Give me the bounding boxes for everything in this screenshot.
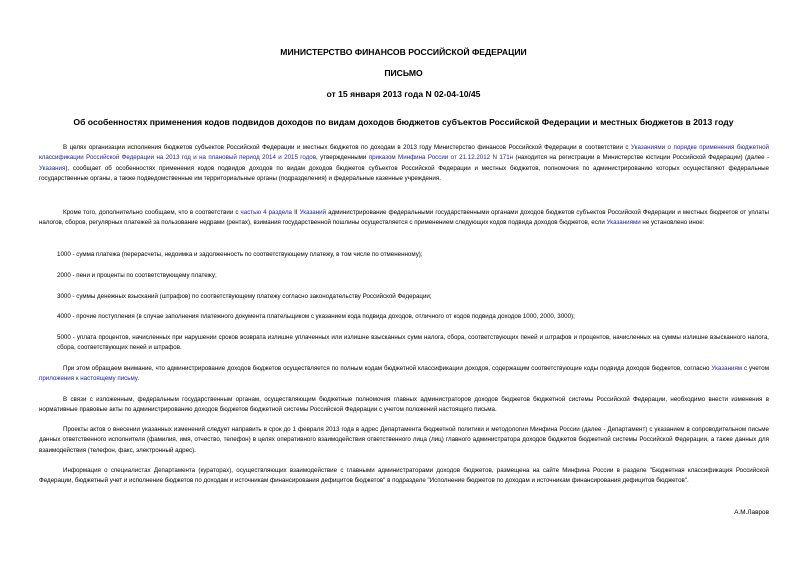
link-ukazaniya-poryadok[interactable]: Указаниями о порядке применения бюджетной классификации Российской Федерации на 2013 год и на плановый период 2014 и 2015 годов — [39, 144, 769, 162]
link-appendix[interactable]: приложения к настоящему письму — [39, 375, 138, 383]
text: , утвержденными — [316, 154, 369, 162]
link-prikaz-minfin[interactable]: приказом Минфина России от 21.12.2012 N 171н — [368, 154, 514, 162]
code-1000: 1000 - сумма платежа (перерасчеты, недоимка и задолженность по соответствующему платежу, в том числе по отмененному); — [57, 251, 423, 258]
paragraph-2 — [39, 208, 769, 229]
text: с учетом — [742, 365, 769, 372]
text: При этом обращаем внимание, что администрирование доходов бюджетов осуществляется по полным кодам бюджетной классификации доходов, содержащим соответствующие коды подвида доходов бюджетов, согласно — [63, 365, 712, 372]
date-and-number: от 15 января 2013 года N 02-04-10/45 — [326, 89, 481, 99]
text: администрирование федеральными государственными органами доходов бюджетов субъектов Российской Федерации и местных бюджетов от уплаты налогов, сборов, регулярных платежей за пользование недрами (рентах), взимания государственной пошлины осуществляется с применением следующих кодов подвида доходов бюджетов, если — [39, 209, 769, 227]
link-ukazaniya[interactable]: Указания — [39, 164, 66, 172]
text: (находится на регистрации в Министерстве юстиции Российской Федерации) (далее - — [513, 154, 770, 162]
link-part-4-section[interactable]: частью 4 раздела — [240, 209, 292, 216]
code-2000: 2000 - пени и проценты по соответствующему платежу; — [57, 272, 217, 279]
paragraph-1 — [39, 143, 769, 184]
text: . — [137, 375, 140, 383]
text: Кроме того, дополнительно сообщаем, что в соответствии с — [63, 209, 241, 216]
link-ukazaniyami[interactable]: Указаниями — [606, 219, 641, 227]
code-5000: 5000 - уплата процентов, начисленных при нарушении сроков возврата излишне уплаченных или излишне взысканных сумм налога, сбора, соответствующих пеней и штрафов и процентов, начисленных на суммы излишне взысканного налога, сбора, соответствующих пеней и штрафов. — [57, 334, 769, 352]
paragraph-3 — [39, 364, 769, 385]
text: II — [292, 209, 300, 216]
link-ukazaniyam[interactable]: Указаниям — [711, 365, 743, 372]
ministry-heading: МИНИСТЕРСТВО ФИНАНСОВ РОССИЙСКОЙ ФЕДЕРАЦИИ — [280, 47, 527, 57]
text: не установлено иное: — [640, 219, 705, 227]
document-title: Об особенностях применения кодов подвидов доходов по видам доходов бюджетов субъектов Российской Федерации и местных бюджетов в 2013 году — [73, 117, 734, 127]
code-3000: 3000 - суммы денежных взысканий (штрафов) по соответствующему платежу согласно законодательству Российской Федерации; — [57, 293, 432, 300]
code-4000: 4000 - прочие поступления (в случае заполнения платежного документа плательщиком с указанием кода подвида доходов, отличного от кодов подвида доходов 1000, 2000, 3000); — [57, 313, 575, 320]
signature: А.М.Лавров — [734, 509, 769, 516]
paragraph-6: Информация о специалистах Департамента (кураторах), осуществляющих взаимодействие с главными администраторами доходов бюджетов, размещена на сайте Минфина России в разделе "Бюджетная классификация Российской Федерации, бюджетный учет и исполнение бюджетов по доходам и источникам финансирования дефицитов бюджетов" в подразделе "Исполнение бюджетов по доходам и источникам финансирования дефицитов бюджетов". — [39, 467, 769, 485]
paragraph-4: В связи с изложенным, федеральным государственным органам, осуществляющим бюджетные полномочия главных администраторов доходов бюджетов бюджетной системы Российской Федерации, необходимо внести изменения в нормативные правовые акты по администрированию доходов бюджетов бюджетной системы Российской Федерации с учетом положений настоящего письма. — [39, 396, 769, 414]
text: В целях организации исполнения бюджетов субъектов Российской Федерации и местных бюджетов по доходам в 2013 году Министерство финансов Российской Федерации в соответствии с — [63, 144, 631, 151]
document-type: ПИСЬМО — [384, 68, 423, 78]
link-ukazaniy[interactable]: Указаний — [299, 209, 327, 216]
paragraph-5: Проекты актов о внесении указанных изменений следует направить в срок до 1 февраля 2013 года в адрес Департамента бюджетной политики и методологии Минфина России (далее - Департамент) с указанием в сопроводительном письме данных ответственного исполнителя (фамилия, имя, отчество, телефон) в целях оперативного взаимодействия ответственного лица (лиц) главного администратора доходов бюджетов бюджетной системы Российской Федерации, а также данных для взаимодействия (телефон, факс, электронный адрес). — [39, 426, 769, 454]
text: ), сообщает об особенностях применения кодов подвидов доходов по видам доходов бюджетов субъектов Российской Федерации и местных бюджетов, полномочия по администрированию которых осуществляют федеральные государственные органы, а также подведомственные им территориальные органы (подразделения) и федеральные казенные учреждения. — [39, 164, 769, 182]
